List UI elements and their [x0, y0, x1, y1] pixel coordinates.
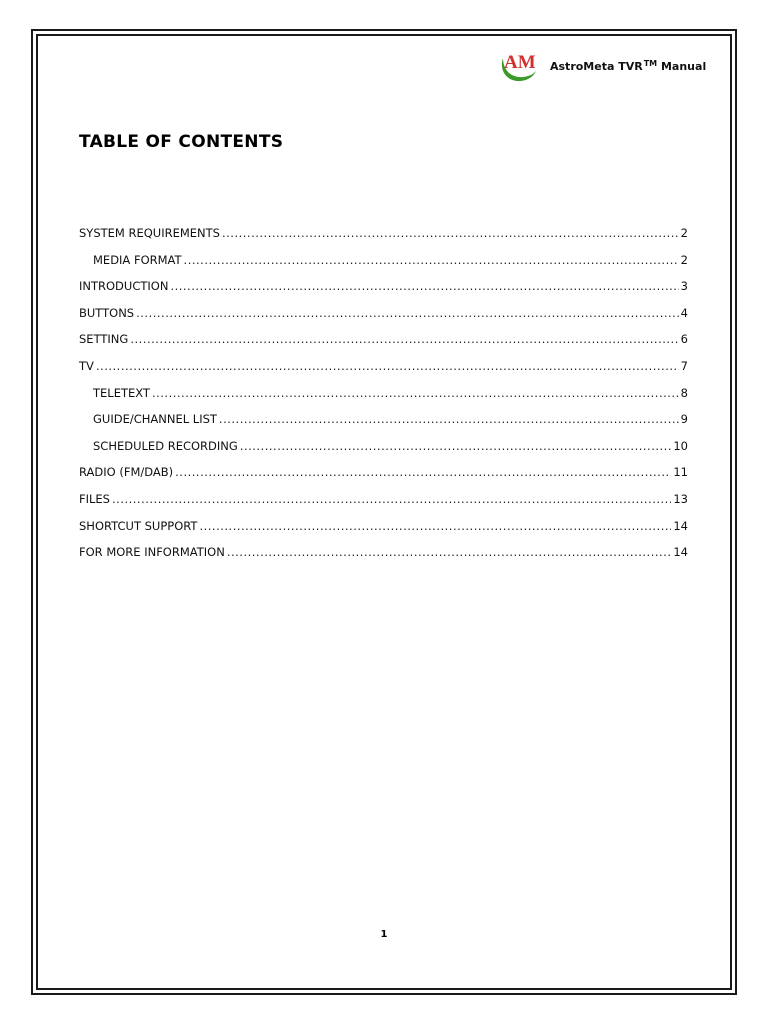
toc-entry-label: SYSTEM REQUIREMENTS: [79, 226, 220, 240]
document-title-name: AstroMeta TVR: [550, 60, 643, 73]
toc-entry-label: FILES: [79, 491, 110, 506]
toc-entry-page: 14: [673, 545, 688, 560]
table-of-contents: [79, 226, 688, 572]
toc-dot-leader: [219, 412, 679, 426]
document-title: [550, 59, 706, 73]
toc-entry-label: BUTTONS: [79, 305, 135, 320]
toc-entry-label: INTRODUCTION: [79, 279, 169, 294]
toc-entry-label: TV: [79, 358, 94, 373]
toc-entry[interactable]: [79, 306, 688, 333]
toc-entry-label: MEDIA FORMAT: [93, 252, 182, 267]
toc-entry-page: 10: [673, 438, 688, 453]
toc-entry-page: 2: [680, 252, 688, 267]
toc-entry[interactable]: [79, 359, 688, 386]
toc-dot-leader: [96, 359, 679, 373]
toc-entry-page: 14: [673, 518, 688, 533]
toc-entry-label: RADIO (FM/DAB): [79, 465, 174, 480]
toc-dot-leader: [199, 519, 671, 533]
astrometa-logo-icon: [498, 44, 538, 84]
toc-entry-page: 7: [680, 358, 688, 373]
toc-entry-label: TELETEXT: [93, 385, 150, 400]
toc-dot-leader: [152, 386, 679, 400]
toc-dot-leader: [136, 306, 679, 320]
toc-dot-leader: [130, 332, 678, 346]
toc-entry[interactable]: [79, 279, 688, 306]
toc-entry-page: 6: [680, 332, 688, 347]
toc-entry-page: 11: [673, 465, 688, 480]
toc-entry-label: SETTING: [79, 332, 129, 347]
toc-dot-leader: [112, 492, 671, 506]
document-header: [498, 44, 707, 84]
trademark-mark: TM: [643, 59, 658, 68]
toc-entry-label: FOR MORE INFORMATION: [79, 545, 225, 560]
toc-dot-leader: [184, 253, 679, 267]
toc-entry[interactable]: [79, 253, 688, 280]
toc-entry[interactable]: [79, 519, 688, 546]
toc-dot-leader: [175, 465, 671, 479]
toc-dot-leader: [170, 279, 678, 293]
document-title-suffix: Manual: [660, 60, 707, 73]
toc-dot-leader: [222, 226, 679, 240]
toc-dot-leader: [227, 545, 672, 559]
toc-entry-page: 3: [680, 279, 688, 294]
toc-entry-label: GUIDE/CHANNEL LIST: [93, 412, 217, 427]
toc-entry[interactable]: [79, 439, 688, 466]
toc-dot-leader: [240, 439, 672, 453]
toc-entry[interactable]: [79, 545, 688, 572]
toc-entry[interactable]: [79, 386, 688, 413]
toc-entry[interactable]: [79, 332, 688, 359]
toc-entry[interactable]: [79, 492, 688, 519]
toc-entry[interactable]: [79, 226, 688, 253]
logo-letters: AM: [504, 52, 536, 73]
toc-entry-page: 8: [680, 385, 688, 400]
page-number: 1: [380, 929, 388, 940]
toc-entry[interactable]: [79, 412, 688, 439]
toc-entry-page: 4: [680, 305, 688, 320]
toc-entry-label: SCHEDULED RECORDING: [93, 438, 238, 453]
toc-entry-page: 2: [680, 226, 688, 240]
toc-heading: TABLE OF CONTENTS: [79, 132, 284, 152]
toc-entry-page: 9: [680, 412, 688, 427]
toc-entry[interactable]: [79, 465, 688, 492]
toc-entry-label: SHORTCUT SUPPORT: [79, 518, 198, 533]
toc-entry-page: 13: [673, 491, 688, 506]
